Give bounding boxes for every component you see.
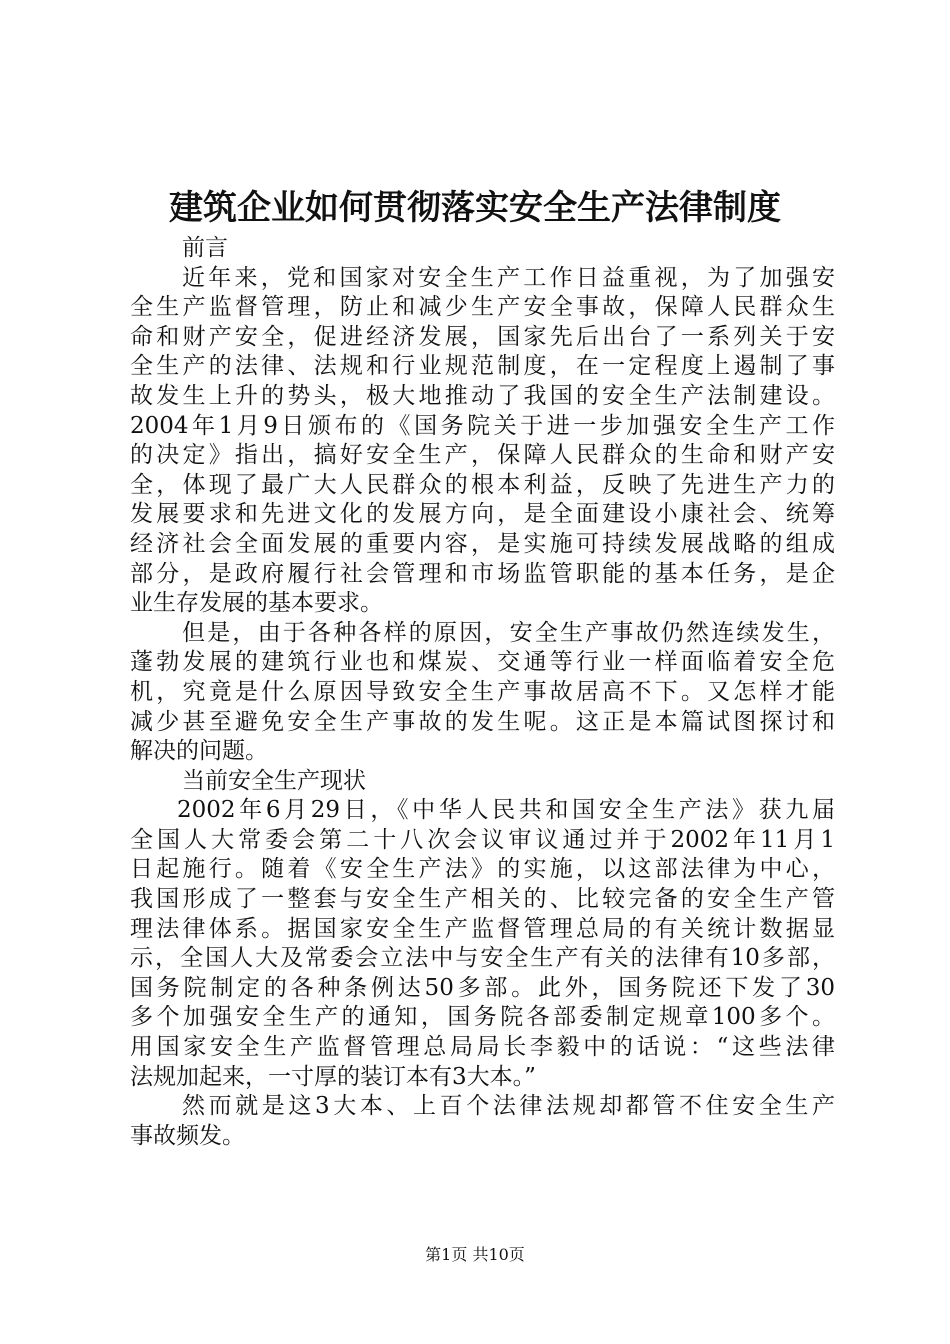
body-line: 发展要求和先进文化的发展方向，是全面建设小康社会、统筹: [130, 501, 835, 528]
body-line: 经济社会全面发展的重要内容，是实施可持续发展战略的组成: [130, 530, 835, 557]
body-line: 机，究竟是什么原因导致安全生产事故居高不下。又怎样才能: [130, 678, 835, 705]
body-line: 2004年1月9日颁布的《国务院关于进一步加强安全生产工作: [130, 412, 835, 439]
page-footer: 第1页 共10页: [425, 1245, 525, 1264]
body-line: 蓬勃发展的建筑行业也和煤炭、交通等行业一样面临着安全危: [130, 649, 835, 676]
body-line: 全国人大常委会第二十八次会议审议通过并于2002年11月1: [130, 826, 835, 853]
body-line: 国务院制定的各种条例达50多部。此外，国务院还下发了30: [130, 974, 835, 1001]
body-line: 全，体现了最广大人民群众的根本利益，反映了先进生产力的: [130, 471, 835, 498]
body-line: 全生产的法律、法规和行业规范制度，在一定程度上遏制了事: [130, 353, 835, 380]
body-line: 近年来，党和国家对安全生产工作日益重视，为了加强安: [182, 264, 835, 291]
body-line: 法规加起来，一寸厚的装订本有3大本。”: [130, 1063, 536, 1090]
body-line: 减少甚至避免安全生产事故的发生呢。这正是本篇试图探讨和: [130, 708, 835, 735]
body-line: 全生产监督管理，防止和减少生产安全事故，保障人民群众生: [130, 294, 835, 321]
body-line: 业生存发展的基本要求。: [130, 590, 383, 617]
body-line: 当前安全生产现状: [182, 767, 366, 794]
body-line: 部分，是政府履行社会管理和市场监管职能的基本任务，是企: [130, 560, 835, 587]
document-title: 建筑企业如何贯彻落实安全生产法律制度: [169, 188, 781, 228]
body-line: 但是，由于各种各样的原因，安全生产事故仍然连续发生，: [182, 619, 835, 646]
body-line: 故发生上升的势头，极大地推动了我国的安全生产法制建设。: [130, 382, 835, 409]
body-line: 示，全国人大及常委会立法中与安全生产有关的法律有10多部，: [130, 945, 835, 972]
body-line: 用国家安全生产监督管理总局局长李毅中的话说：“这些法律: [130, 1034, 835, 1061]
body-line: 2002年6月29日，《中华人民共和国安全生产法》获九届: [177, 797, 835, 824]
document-body: [130, 234, 835, 1151]
body-line: 理法律体系。据国家安全生产监督管理总局的有关统计数据显: [130, 915, 835, 942]
body-line: 日起施行。随着《安全生产法》的实施，以这部法律为中心，: [130, 856, 835, 883]
body-line: 然而就是这3大本、上百个法律法规却都管不住安全生产: [182, 1093, 835, 1120]
body-line: 前言: [182, 235, 228, 261]
body-line: 我国形成了一整套与安全生产相关的、比较完备的安全生产管: [130, 886, 835, 913]
body-line: 命和财产安全，促进经济发展，国家先后出台了一系列关于安: [130, 323, 835, 350]
body-line: 事故频发。: [130, 1122, 245, 1149]
body-line: 的决定》指出，搞好安全生产，保障人民群众的生命和财产安: [130, 442, 835, 469]
body-line: 解决的问题。: [130, 738, 268, 765]
body-line: 多个加强安全生产的通知，国务院各部委制定规章100多个。: [130, 1004, 835, 1031]
